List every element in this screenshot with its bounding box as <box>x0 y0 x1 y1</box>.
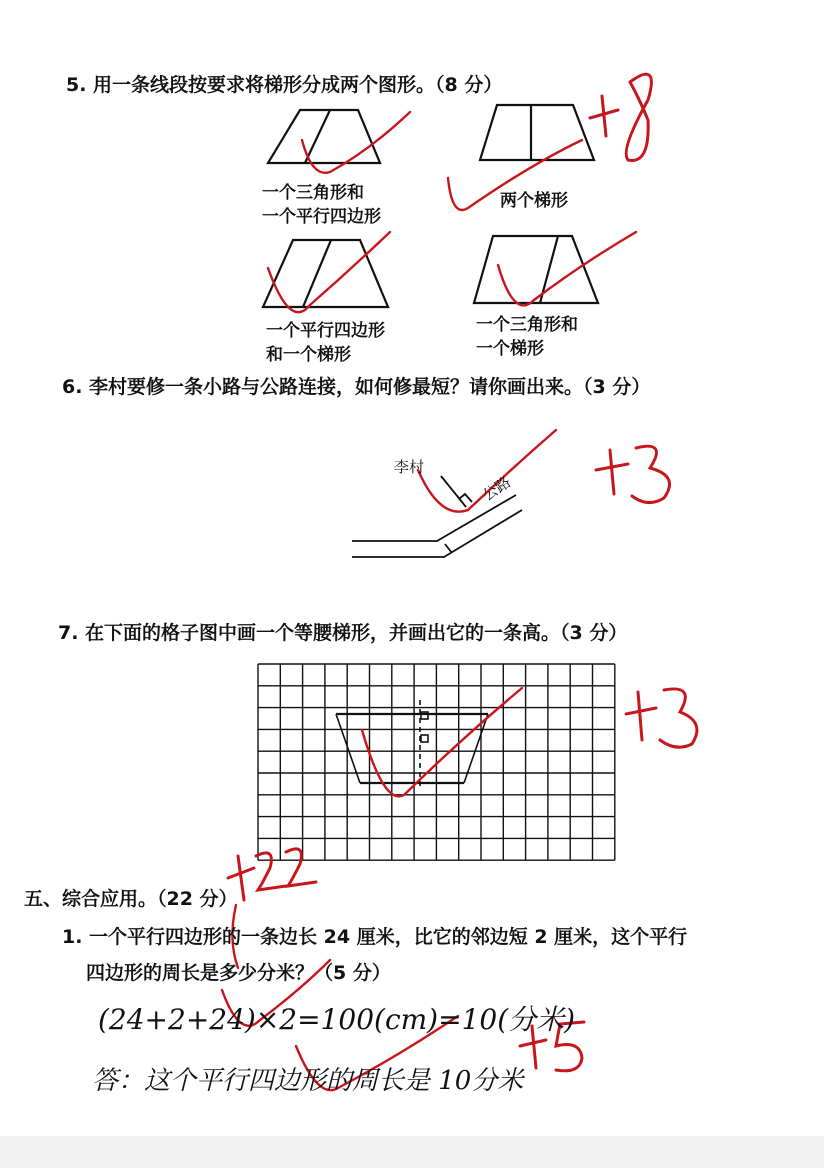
village-label: 李村 <box>394 458 425 476</box>
q5-label-2: 两个梯形 <box>500 191 568 211</box>
q5-label-1a: 一个三角形和 <box>262 183 364 203</box>
bottom-bar <box>0 1136 824 1168</box>
road-label: 公路 <box>479 472 515 505</box>
grid-paper <box>258 664 615 860</box>
q6-title: 6. 李村要修一条小路与公路连接，如何修最短？请你画出来。（3 分） <box>62 376 651 398</box>
section5-title: 五、综合应用。（22 分） <box>24 888 238 910</box>
section5-q1-line1: 1. 一个平行四边形的一条边长 24 厘米，比它的邻边短 2 厘米，这个平行 <box>62 926 688 948</box>
answer-sentence: 答：这个平行四边形的周长是 10分米 <box>92 1066 524 1096</box>
trapezoid-4 <box>474 236 598 303</box>
q5-label-3a: 一个平行四边形 <box>266 321 385 341</box>
trapezoid-2 <box>480 105 594 160</box>
q7-title: 7. 在下面的格子图中画一个等腰梯形，并画出它的一条高。（3 分） <box>58 622 628 644</box>
q5-label-4a: 一个三角形和 <box>476 315 578 335</box>
trapezoid-1 <box>268 110 380 163</box>
q5-label-4b: 一个梯形 <box>476 339 544 359</box>
q5-label-3b: 和一个梯形 <box>266 345 351 365</box>
q5-title: 5. 用一条线段按要求将梯形分成两个图形。（8 分） <box>66 74 503 96</box>
section5-q1-line2: 四边形的周长是多少分米？（5 分） <box>86 962 391 984</box>
q5-label-1b: 一个平行四边形 <box>262 207 381 227</box>
answer-calculation: (24+2+24)×2=100(cm)=10(分米) <box>98 1003 576 1036</box>
